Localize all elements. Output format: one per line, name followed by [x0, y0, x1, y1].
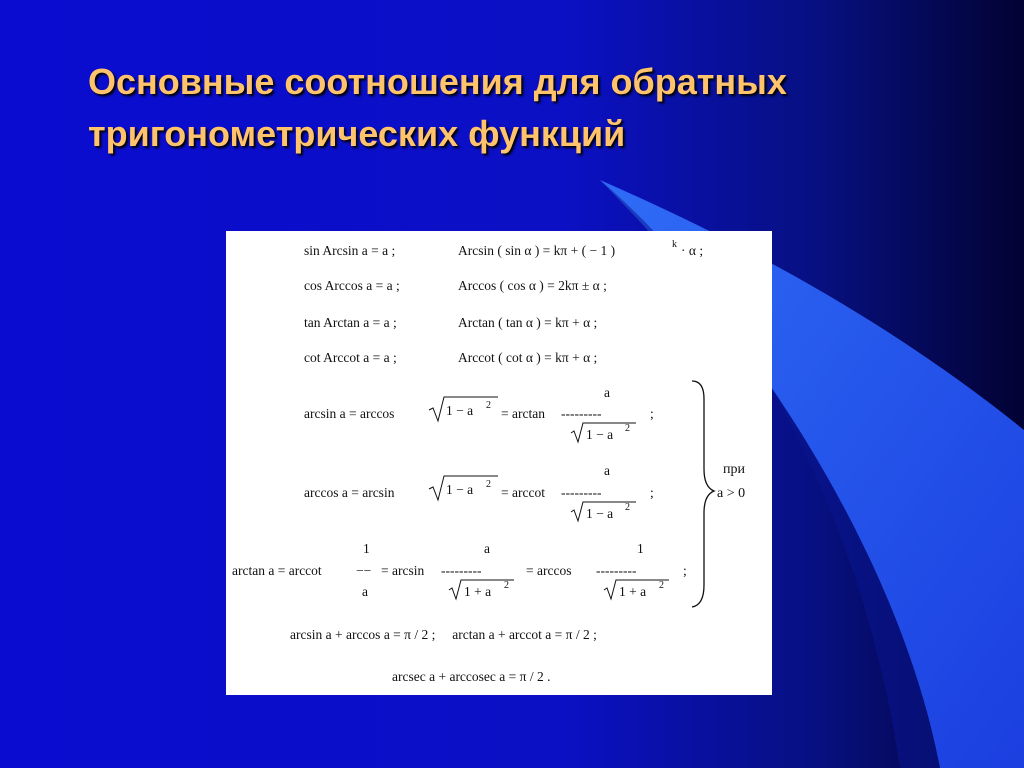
formula-row-4-right: Arccot ( cot α ) = kπ + α ;	[458, 350, 598, 365]
formula-6-exponent: 2	[486, 479, 491, 490]
formula-7-middle-2: = arccos	[526, 563, 572, 578]
formula-6-left: arccos a = arcsin	[304, 485, 395, 500]
formula-5-fraction-bar: ---------	[561, 406, 602, 421]
formula-5-left: arcsin a = arccos	[304, 406, 395, 421]
formula-5-denominator-exponent: 2	[625, 423, 630, 434]
formula-6-radicand: 1 − a	[446, 482, 474, 497]
formula-row-3-left: tan Arctan a = a ;	[304, 315, 397, 330]
formula-7-middle-1: = arcsin	[381, 563, 425, 578]
formula-6-fraction-bar: ---------	[561, 485, 602, 500]
formula-7-fraction-bar-3: ---------	[596, 563, 637, 578]
formula-7-denominator-2: 1 + a	[464, 584, 492, 599]
formula-7-numerator-2: a	[484, 541, 490, 556]
formula-7-end: ;	[683, 563, 687, 578]
formula-6-end: ;	[650, 485, 654, 500]
formula-5-denominator: 1 − a	[586, 427, 614, 442]
title-line-2: тригонометрических функций	[88, 113, 626, 154]
title-line-1: Основные соотношения для обратных	[88, 61, 787, 102]
formula-6-denominator-exponent: 2	[625, 502, 630, 513]
formula-5-middle: = arctan	[501, 406, 545, 421]
condition-value: a > 0	[717, 486, 746, 501]
formula-row-1-exponent: k	[672, 239, 677, 250]
formula-5-end: ;	[650, 406, 654, 421]
formula-5-exponent: 2	[486, 400, 491, 411]
formula-7-numerator-1: 1	[363, 541, 370, 556]
formula-row-3-right: Arctan ( tan α ) = kπ + α ;	[458, 315, 598, 330]
formula-row-4-left: cot Arccot a = a ;	[304, 350, 397, 365]
formula-row-1-left: sin Arcsin a = a ;	[304, 243, 396, 258]
formula-8: arcsin a + arccos a = π / 2 ; arctan a + arccot a = π / 2 ;	[290, 627, 597, 642]
formula-6-numerator: a	[604, 463, 610, 478]
formula-7-denominator-3: 1 + a	[619, 584, 647, 599]
formula-row-2-right: Arccos ( cos α ) = 2kπ ± α ;	[458, 278, 607, 293]
formula-7-fraction-bar-2: ---------	[441, 563, 482, 578]
condition-label: при	[723, 462, 745, 477]
formula-row-2-left: cos Arccos a = a ;	[304, 278, 400, 293]
slide-title	[88, 56, 988, 160]
formula-7-left: arctan a = arccot	[232, 563, 322, 578]
formula-7-fraction-bar-1: −−	[356, 563, 372, 578]
condition-brace	[692, 381, 714, 607]
formula-7-numerator-3: 1	[637, 541, 644, 556]
formula-row-1-right: Arcsin ( sin α ) = kπ + ( − 1 )	[458, 243, 616, 258]
formula-7-denominator-1: a	[362, 584, 368, 599]
formula-image	[226, 231, 772, 695]
formula-7-denominator-3-exponent: 2	[659, 580, 664, 591]
formula-7-denominator-2-exponent: 2	[504, 580, 509, 591]
formula-row-1-tail: · α ;	[681, 243, 704, 258]
formula-6-denominator: 1 − a	[586, 506, 614, 521]
formula-6-middle: = arccot	[501, 485, 545, 500]
formula-9: arcsec a + arccosec a = π / 2 .	[392, 669, 551, 684]
formula-5-radicand: 1 − a	[446, 403, 474, 418]
formula-5-numerator: a	[604, 385, 610, 400]
